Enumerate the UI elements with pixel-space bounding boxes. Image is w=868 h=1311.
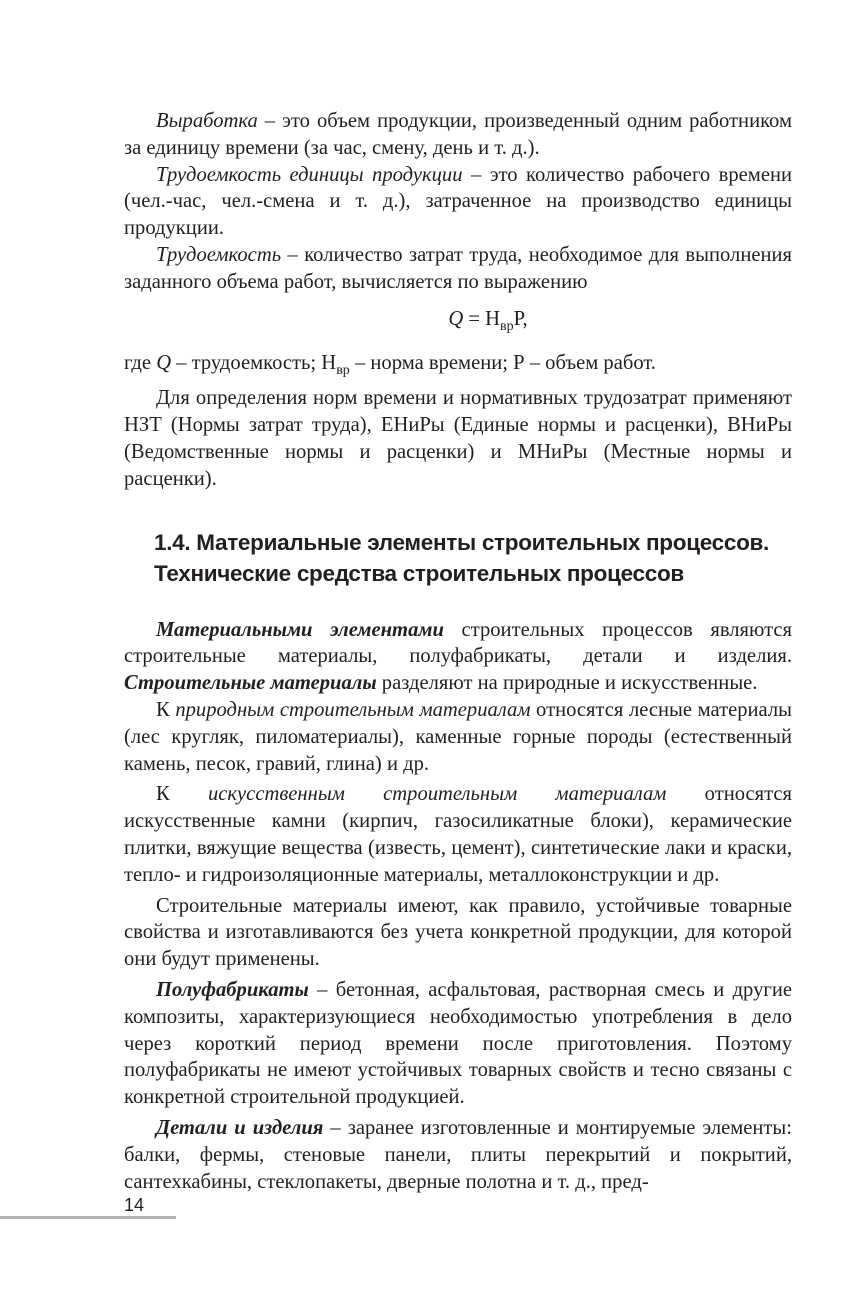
paragraph-polufabrikaty <box>124 977 792 1111</box>
page-body <box>124 108 792 1195</box>
paragraph-svoistva: Строительные материалы имеют, как правило, устойчивые товарные свойства и изготавливаются без учета конкретной продукции, для которой они будут применены. <box>124 894 792 971</box>
term-prirodnye: природным строительным материалам <box>175 698 531 721</box>
formula-tail: Р, <box>513 307 528 330</box>
explanation-sub: вр <box>336 363 350 379</box>
paragraph-text: – бетонная, асфальтовая, растворная смесь и другие композиты, характеризующиеся необходимостью употребления в дело через короткий период времени после приготовления. Поэтому полуфабрикаты не имеют устойчивых товарных свойств и тесно связаны с конкретной строительной продукцией. <box>124 978 792 1109</box>
page-number: 14 <box>124 1195 145 1215</box>
term-vyrabotka: Выработка <box>156 110 258 132</box>
term-polufabrikaty: Полуфабрикаты <box>156 978 309 1001</box>
paragraph-text: относятся искусственные камни (кирпич, газосиликатные блоки), керамические плитки, вяжущие вещества (известь, цемент), синтетические лаки и краски, тепло- и гидроизоляционные материалы, металлоконструкции и др. <box>124 783 793 886</box>
paragraph-trudoemkost-edinicy <box>124 162 792 242</box>
formula <box>124 306 792 341</box>
term-stroitelnye-materialy: Строительные материалы <box>124 672 377 695</box>
paragraph-vyrabotka <box>124 108 792 162</box>
heading-line-2: Технические средства строительных процессов <box>154 560 684 586</box>
paragraph-text: – заранее изготовленные и монтируемые элементы: балки, фермы, стеновые панели, плиты перекрытий и покрытий, сантехкабины, стеклопакеты, дверные полотна и т. д., пред- <box>124 1116 792 1193</box>
paragraph-text: относятся лесные материалы (лес кругляк, пиломатериалы), каменные горные породы (естественный камень, песок, гравий, глина) и др. <box>124 698 792 775</box>
paragraph-text: К <box>156 783 208 806</box>
paragraph-prirodnye <box>124 697 792 777</box>
term-trudoemkost-edinicy: Трудоемкость единицы продукции <box>156 163 463 186</box>
paragraph-trudoemkost <box>124 242 792 296</box>
paragraph-materialnye-elementy <box>124 617 792 697</box>
footer-rule <box>0 1216 176 1219</box>
section-heading <box>154 527 792 589</box>
term-trudoemkost: Трудоемкость <box>156 243 282 266</box>
paragraph-iskusstvennye <box>124 781 792 888</box>
term-materialnye-elementy: Материальными элементами <box>156 618 444 641</box>
term-detali: Детали и изделия <box>156 1116 324 1139</box>
paragraph-detali <box>124 1115 792 1195</box>
paragraph-text: – это количество рабочего времени (чел.-час, чел.-смена и т. д.), затраченное на производство единицы продукции. <box>124 163 793 240</box>
paragraph-text: – это объем продукции, произведенный одним работником за единицу времени (за час, смену, день и т. д.). <box>124 110 792 159</box>
paragraph-text: К <box>156 698 176 721</box>
formula-q: Q <box>448 307 464 330</box>
heading-line-1: 1.4. Материальные элементы строительных процессов. <box>154 529 770 555</box>
paragraph-text: – количество затрат труда, необходимое для выполнения заданного объема работ, вычисляется по выражению <box>124 243 792 293</box>
formula-eq: = Н <box>463 307 500 330</box>
formula-explanation <box>124 350 792 385</box>
explanation-text: – норма времени; Р – объем работ. <box>349 352 656 375</box>
paragraph-normy: Для определения норм времени и нормативных трудозатрат применяют НЗТ (Нормы затрат труда), ЕНиРы (Единые нормы и расценки), ВНиРы (Ведомственные нормы и расценки) и МНиРы (Местные нормы и расценки). <box>124 387 792 490</box>
paragraph-text: строительных процессов являются строительные материалы, полуфабрикаты, детали и изделия. <box>124 618 793 668</box>
explanation-text: где <box>124 352 157 375</box>
paragraph-text: разделяют на природные и искусственные. <box>376 672 758 695</box>
explanation-text: – трудоемкость; Н <box>171 352 337 375</box>
term-iskusstvennye: искусственным строительным материалам <box>207 783 667 806</box>
explanation-q: Q <box>156 352 172 375</box>
formula-sub: вр <box>500 318 514 334</box>
